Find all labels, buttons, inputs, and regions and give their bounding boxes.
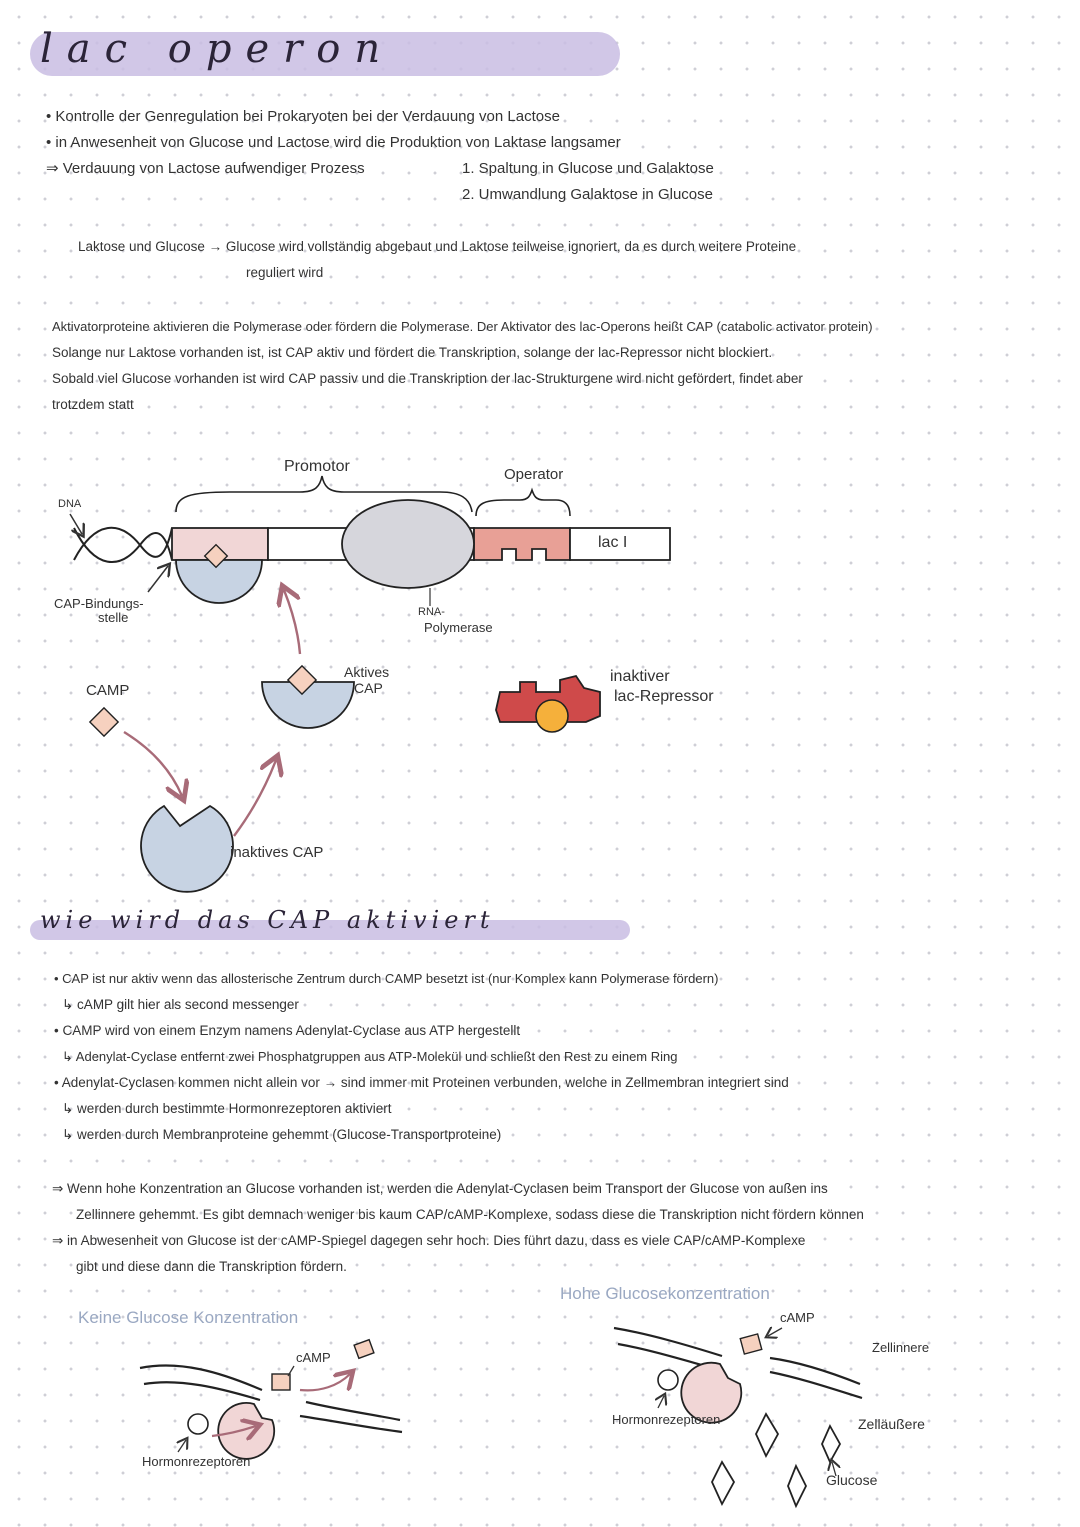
rna-pol-label-2: Polymerase bbox=[424, 620, 493, 635]
inaktiver-rep-label-2: lac-Repressor bbox=[614, 688, 714, 705]
activator-line-4: trotzdem statt bbox=[52, 397, 134, 412]
glucose-crystals bbox=[712, 1414, 840, 1506]
inaktives-cap-label: inaktives CAP bbox=[230, 844, 324, 861]
laktose-glucose-line-2: reguliert wird bbox=[246, 265, 324, 280]
section2-line-5: • Adenylat-Cyclasen kommen nicht allein vor → sind immer mit Proteinen verbunden, welche in Zellmembran integriert sind bbox=[54, 1075, 789, 1090]
section2-line-6: ↳ werden durch bestimmte Hormonrezeptoren aktiviert bbox=[62, 1101, 392, 1116]
glucose-label: Glucose bbox=[826, 1472, 878, 1488]
inaktiver-rep-label-1: inaktiver bbox=[610, 668, 670, 685]
intro-step-1: 1. Spaltung in Glucose und Galaktose bbox=[462, 160, 714, 177]
right-hormon-pointer bbox=[658, 1396, 664, 1408]
activator-line-3: Sobald viel Glucose vorhanden ist wird CAP passiv und die Transkription der lac-Strukturgene wird nicht gefördert, findet aber bbox=[52, 371, 803, 386]
inactive-cap-shape bbox=[141, 806, 233, 892]
cap-binding-label-1: CAP-Bindungs- bbox=[54, 596, 144, 611]
section2-line-2: ↳ cAMP gilt hier als second messenger bbox=[62, 997, 299, 1012]
lac-i-label: lac I bbox=[598, 534, 628, 551]
left-camp-arrow bbox=[300, 1374, 350, 1390]
laktose-glucose-line-1: Laktose und Glucose → Glucose wird vollständig abgebaut und Laktose teilweise ignoriert, da es durch weitere Proteine bbox=[78, 239, 797, 254]
arrow-cap-to-active bbox=[234, 760, 276, 836]
operator-brace bbox=[476, 490, 570, 516]
aktives-cap-label-1: Aktives bbox=[344, 664, 390, 680]
conclusion-line-3: ⇒ in Abwesenheit von Glucose ist der cAMP-Spiegel dagegen sehr hoch. Dies führt dazu, dass es viele CAP/cAMP-Komplexe bbox=[52, 1233, 806, 1248]
cap-binding-label-2: stelle bbox=[98, 610, 129, 625]
activator-line-2: Solange nur Laktose vorhanden ist, ist CAP aktiv und fördert die Transkription, solange der lac-Repressor nicht blockiert. bbox=[52, 345, 773, 360]
right-camp-pointer bbox=[768, 1328, 782, 1336]
conclusion-line-2: Zellinnere gehemmt. Es gibt demnach weniger bis kaum CAP/cAMP-Komplexe, sodass diese die Transkription nicht fördern können bbox=[76, 1207, 864, 1222]
left-camp-pointer bbox=[288, 1366, 294, 1376]
activator-line-1: Aktivatorproteine aktivieren die Polymerase oder fördern die Polymerase. Der Aktivator des lac-Operons heißt CAP (catabolic activator protein) bbox=[52, 319, 873, 334]
page-title: lac operon bbox=[40, 26, 395, 72]
section2-line-4: ↳ Adenylat-Cyclase entfernt zwei Phosphatgruppen aus ATP-Molekül und schließt den Rest zu einem Ring bbox=[62, 1049, 678, 1064]
free-camp-shape bbox=[90, 708, 118, 736]
bound-cap-shape bbox=[176, 560, 262, 603]
dna-label: DNA bbox=[58, 498, 82, 510]
section2-title: wie wird das CAP aktiviert bbox=[40, 906, 495, 934]
promotor-label: Promotor bbox=[284, 458, 350, 475]
rna-polymerase-shape bbox=[342, 500, 474, 588]
arrow-camp-to-cap bbox=[124, 732, 182, 796]
right-hormon-label: Hormonrezeptoren bbox=[612, 1412, 721, 1427]
camp-label: CAMP bbox=[86, 682, 130, 699]
left-hormone-receptor bbox=[188, 1414, 208, 1434]
operator-label: Operator bbox=[504, 466, 564, 483]
section2-line-7: ↳ werden durch Membranproteine gehemmt (Glucose-Transportproteine) bbox=[62, 1127, 502, 1142]
intro-line-2: • in Anwesenheit von Glucose und Lactose wird die Produktion von Laktase langsamer bbox=[46, 134, 621, 151]
conclusion-line-4: gibt und diese dann die Transkription fördern. bbox=[76, 1259, 347, 1274]
cap-binding-pointer bbox=[148, 566, 168, 592]
right-diagram-title: Hohe Glucosekonzentration bbox=[560, 1284, 770, 1303]
right-hormone-receptor bbox=[658, 1370, 678, 1390]
left-camp-free bbox=[354, 1340, 374, 1359]
operator-segment bbox=[474, 528, 570, 560]
intro-line-1: • Kontrolle der Genregulation bei Prokaryoten bei der Verdauung von Lactose bbox=[46, 108, 560, 125]
rna-pol-label-1: RNA- bbox=[418, 606, 445, 618]
right-camp-bound bbox=[740, 1334, 762, 1354]
aktives-cap-label-2: CAP bbox=[354, 680, 383, 696]
right-camp-label: cAMP bbox=[780, 1310, 815, 1325]
section2-line-1: • CAP ist nur aktiv wenn das allosterische Zentrum durch CAMP besetzt ist (nur Komplex kann Polymerase fördern) bbox=[54, 971, 719, 986]
dna-helix bbox=[74, 528, 172, 562]
intro-step-2: 2. Umwandlung Galaktose in Glucose bbox=[462, 186, 713, 203]
left-camp-label: cAMP bbox=[296, 1350, 331, 1365]
section2-line-3: • CAMP wird von einem Enzym namens Adenylat-Cyclase aus ATP hergestellt bbox=[54, 1023, 521, 1038]
zellinnere-label: Zellinnere bbox=[872, 1340, 930, 1355]
left-hormon-pointer bbox=[178, 1440, 186, 1452]
left-hormon-label: Hormonrezeptoren bbox=[142, 1454, 251, 1469]
conclusion-line-1: ⇒ Wenn hohe Konzentration an Glucose vorhanden ist, werden die Adenylat-Cyclasen beim Transport der Glucose von außen ins bbox=[52, 1181, 828, 1196]
zellaeussere-label: Zelläußere bbox=[858, 1416, 925, 1432]
arrow-to-dna bbox=[284, 590, 300, 654]
left-diagram-title: Keine Glucose Konzentration bbox=[78, 1308, 299, 1327]
repressor-inducer-shape bbox=[536, 700, 568, 732]
left-cap-shape bbox=[218, 1403, 274, 1459]
left-camp-bound bbox=[272, 1374, 290, 1390]
intro-line-3: ⇒ Verdauung von Lactose aufwendiger Prozess bbox=[46, 160, 365, 177]
